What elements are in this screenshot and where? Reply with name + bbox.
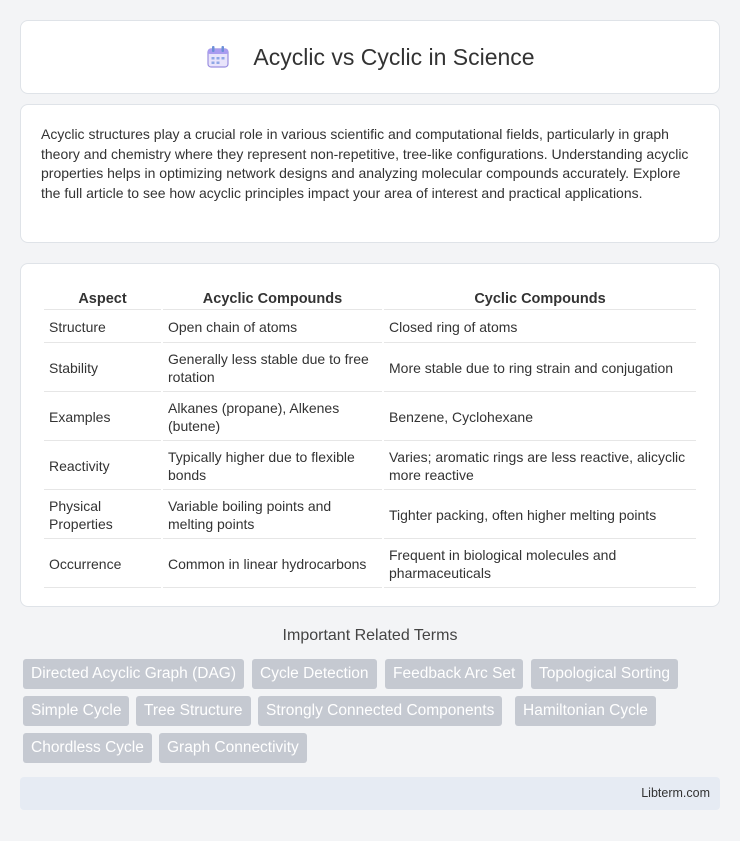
related-term-tag[interactable]: Strongly Connected Components <box>258 696 502 726</box>
related-term-tag[interactable]: Cycle Detection <box>252 659 377 689</box>
related-term-tag[interactable]: Feedback Arc Set <box>385 659 523 689</box>
table-row <box>44 394 696 441</box>
table-cell: Alkanes (propane), Alkenes (butene) <box>163 394 382 441</box>
table-cell: Occurrence <box>44 541 161 588</box>
related-term-tag[interactable]: Topological Sorting <box>531 659 678 689</box>
column-header: Acyclic Compounds <box>163 286 382 310</box>
table-row <box>44 492 696 539</box>
comparison-table <box>42 284 698 590</box>
table-cell: Examples <box>44 394 161 441</box>
related-term-tag[interactable]: Hamiltonian Cycle <box>515 696 656 726</box>
table-row <box>44 312 696 343</box>
related-term-tag[interactable]: Chordless Cycle <box>23 733 152 763</box>
related-term-tag[interactable]: Directed Acyclic Graph (DAG) <box>23 659 244 689</box>
related-term-tag[interactable]: Tree Structure <box>136 696 251 726</box>
table-cell: Benzene, Cyclohexane <box>384 394 696 441</box>
related-terms-title: Important Related Terms <box>282 627 458 644</box>
footer <box>20 777 720 810</box>
table-cell: Tighter packing, often higher melting points <box>384 492 696 539</box>
table-cell: Structure <box>44 312 161 343</box>
related-term-tag[interactable]: Graph Connectivity <box>159 733 307 763</box>
table-row <box>44 443 696 490</box>
column-header: Aspect <box>44 286 161 310</box>
table-cell: More stable due to ring strain and conjugation <box>384 345 696 392</box>
table-cell: Closed ring of atoms <box>384 312 696 343</box>
table-row <box>44 541 696 588</box>
table-row <box>44 345 696 392</box>
table-cell: Generally less stable due to free rotation <box>163 345 382 392</box>
table-cell: Varies; aromatic rings are less reactive, alicyclic more reactive <box>384 443 696 490</box>
related-term-tag[interactable]: Simple Cycle <box>23 696 129 726</box>
footer-site-link[interactable]: Libterm.com <box>641 786 710 800</box>
intro-card <box>20 104 720 243</box>
intro-text: Acyclic structures play a crucial role in various scientific and computational fields, particularly in graph theory and chemistry where they represent non-repetitive, tree-like configurations. Understanding acyclic properties helps in optimizing network designs and analyzing molecular compounds accurately. Explore the full article to see how acyclic principles impact your area of interest and practical applications. <box>41 126 689 201</box>
table-cell: Variable boiling points and melting points <box>163 492 382 539</box>
table-header-row <box>44 286 696 310</box>
page-title: Acyclic vs Cyclic in Science <box>253 43 535 70</box>
table-cell: Stability <box>44 345 161 392</box>
table-cell: Reactivity <box>44 443 161 490</box>
comparison-table-card <box>20 263 720 607</box>
table-cell: Typically higher due to flexible bonds <box>163 443 382 490</box>
table-cell: Open chain of atoms <box>163 312 382 343</box>
table-cell: Frequent in biological molecules and pharmaceuticals <box>384 541 696 588</box>
table-cell: Physical Properties <box>44 492 161 539</box>
column-header: Cyclic Compounds <box>384 286 696 310</box>
title-card <box>20 20 720 94</box>
table-cell: Common in linear hydrocarbons <box>163 541 382 588</box>
calendar-icon <box>205 44 231 70</box>
